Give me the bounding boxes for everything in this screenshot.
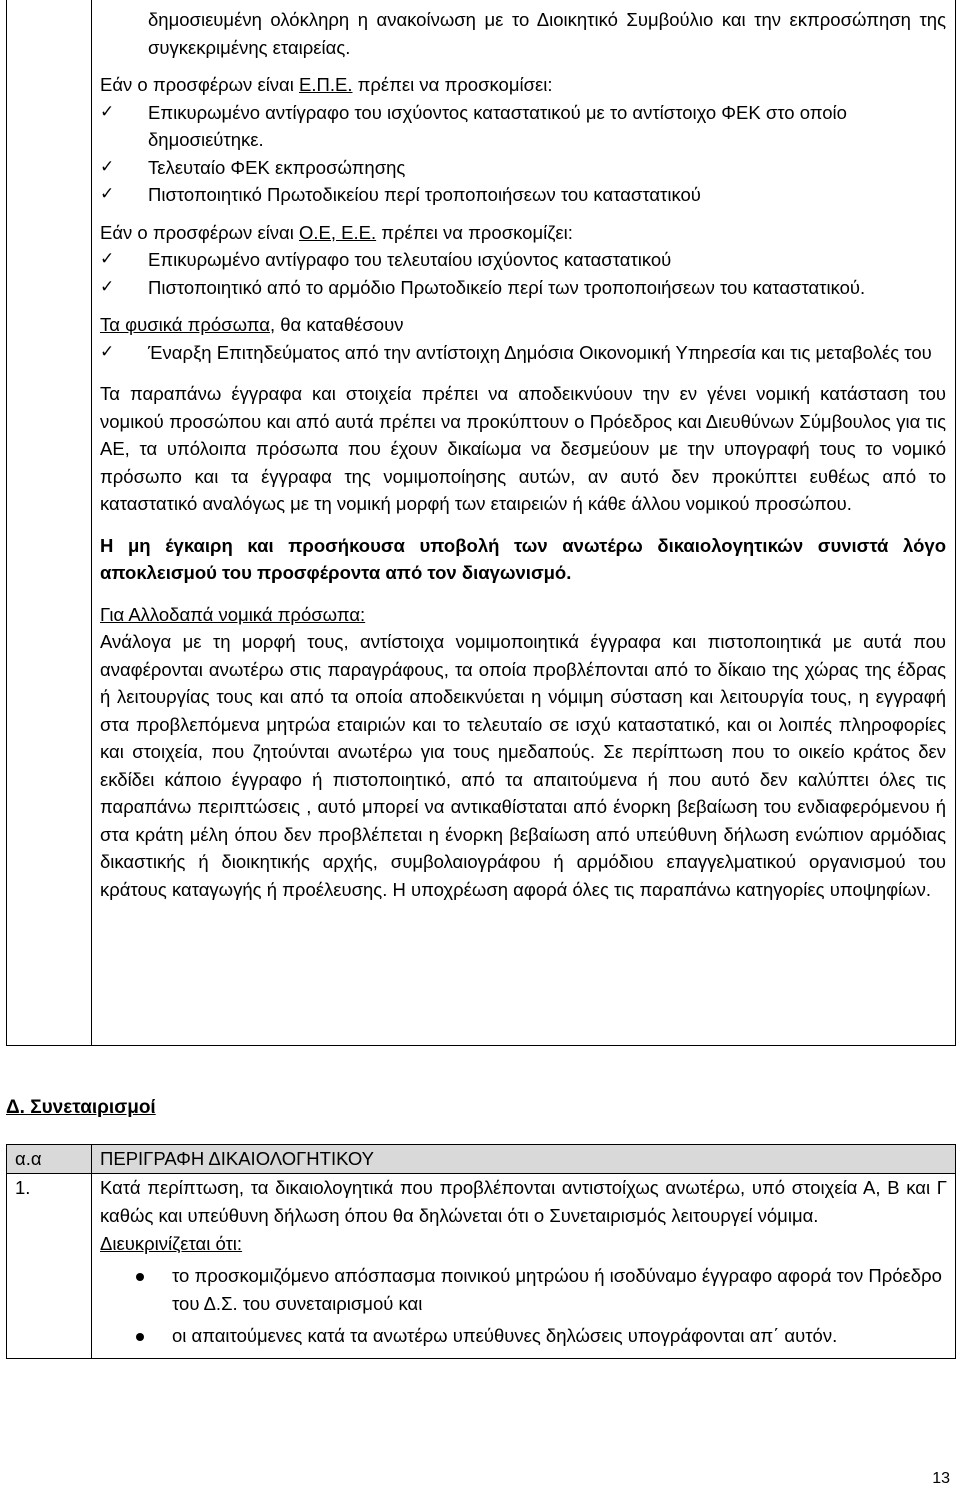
list-item: ✓ Πιστοποιητικό Πρωτοδικείου περί τροποποιήσεων του καταστατικού xyxy=(100,181,946,209)
row-description xyxy=(92,1174,956,1359)
list-item: ✓ Πιστοποιητικό από το αρμόδιο Πρωτοδικείο περί των τροποποιήσεων του καταστατικού. xyxy=(100,274,946,302)
header-col-number: α.α xyxy=(7,1145,92,1174)
natural-heading: Τα φυσικά πρόσωπα, θα καταθέσουν xyxy=(100,314,404,335)
oe-link: Ο.Ε, Ε.Ε. xyxy=(299,221,377,243)
document-body xyxy=(100,6,946,903)
check-icon: ✓ xyxy=(100,101,115,122)
check-icon: ✓ xyxy=(100,156,115,177)
list-item: οι απαιτούμενες κατά τα ανωτέρω υπεύθυνες δηλώσεις υπογράφονται απ΄ αυτόν. xyxy=(100,1322,947,1350)
header-col-description: ΠΕΡΙΓΡΑΦΗ ΔΙΚΑΙΟΛΟΓΗΤΙΚΟΥ xyxy=(92,1145,956,1174)
table-header-row xyxy=(7,1145,956,1174)
oe-heading: Εάν ο προσφέρων είναι Ο.Ε, Ε.Ε. πρέπει να προσκομίζει: xyxy=(100,221,573,243)
list-item: ✓ Έναρξη Επιτηδεύματος από την αντίστοιχη Δημόσια Οικονομική Υπηρεσία και τις μεταβολές του xyxy=(100,339,946,367)
natural-link: Τα φυσικά πρόσωπα xyxy=(100,314,270,335)
list-item: ✓ Τελευταίο ΦΕΚ εκπροσώπησης xyxy=(100,154,946,182)
column-divider xyxy=(91,0,92,1045)
legal-paragraph: Τα παραπάνω έγγραφα και στοιχεία πρέπει να αποδεικνύουν την εν γένει νομική κατάσταση του νομικού προσώπου και από αυτά πρέπει να προκύπτουν ο Πρόεδρος και Διευθύνων Σύμβουλος για τις ΑΕ, τα υπόλοιπα πρόσωπα που έχουν δικαίωμα να δεσμεύουν με την υπογραφή τους το νομικό πρόσωπο και τα έγγραφα της νομιμοποίησης αυτών, αν αυτό δεν προκύπτει ευθέως από το καταστατικό αναλόγως με τη νομική μορφή των εταιρειών ή κάθε άλλου νομικού προσώπου. xyxy=(100,383,946,514)
foreign-paragraph: Ανάλογα με τη μορφή τους, αντίστοιχα νομιμοποιητικά έγγραφα και πιστοποιητικά με αυτά που αναφέρονται ανωτέρω στις παραγράφους, τα οποία προβλέπονται από το δίκαιο της χώρας της έδρας ή λειτουργίας τους και από τα οποία αποδεικνύεται η νόμιμη σύσταση και λειτουργία τους, η εγγραφή στα προβλεπόμενα μητρώα εταιριών και το τελευταίο σε ισχύ καταστατικό, και οι λοιπές πληροφορίες και στοιχεία, που ζητούνται ανωτέρω για τους ημεδαπούς. Σε περίπτωση που το οικείο κράτος δεν εκδίδει κάποιο έγγραφο ή πιστοποιητικό, από τα απαιτούμενα ή που αυτό δεν καλύπτει όλες τις παραπάνω περιπτώσεις , αυτό μπορεί να αντικαθίσταται από ένορκη βεβαίωση του ενδιαφερόμενου ή στα κράτη μέλη όπου δεν προβλέπεται η ένορκη βεβαίωση από υπεύθυνη δήλωση ενώπιον αρμόδιας δικαστικής ή διοικητικής αρχής, συμβολαιογράφου ή αρμόδιου επαγγελματικού οργανισμού του κράτους καταγωγής ή προέλευσης. Η υποχρέωση αφορά όλες τις παραπάνω κατηγορίες υποψηφίων. xyxy=(100,631,946,900)
requirements-table xyxy=(6,1144,956,1359)
row-clarify: Διευκρινίζεται ότι: xyxy=(100,1233,243,1254)
table-row xyxy=(7,1174,956,1359)
list-item: ✓ Επικυρωμένο αντίγραφο του ισχύοντος καταστατικού με το αντίστοιχο ΦΕΚ στο οποίο δημοσιεύτηκε. xyxy=(100,99,946,154)
bullet-icon xyxy=(136,1333,144,1341)
check-icon: ✓ xyxy=(100,276,115,297)
list-item: ✓ Επικυρωμένο αντίγραφο του τελευταίου ισχύοντος καταστατικού xyxy=(100,246,946,274)
bullet-icon xyxy=(136,1273,144,1281)
section-title: Δ. Συνεταιρισμοί xyxy=(6,1097,156,1118)
epe-heading: Εάν ο προσφέρων είναι Ε.Π.Ε. πρέπει να προσκομίσει: xyxy=(100,74,553,95)
check-icon: ✓ xyxy=(100,341,115,362)
check-icon: ✓ xyxy=(100,184,115,204)
row-text: Κατά περίπτωση, τα δικαιολογητικά που προβλέπονται αντιστοίχως ανωτέρω, υπό στοιχεία Α, Β και Γ καθώς και υπεύθυνη δήλωση όπου θα δηλώνεται ότι ο Συνεταιρισμός λειτουργεί νόμιμα. xyxy=(100,1177,947,1226)
page-number: 13 xyxy=(932,1470,950,1487)
epe-link: Ε.Π.Ε. xyxy=(299,74,353,95)
row-number: 1. xyxy=(7,1174,92,1359)
intro-paragraph: δημοσιευμένη ολόκληρη η ανακοίνωση με το Διοικητικό Συμβούλιο και την εκπροσώπηση της συγκεκριμένης εταιρείας. xyxy=(148,9,946,58)
list-item: το προσκομιζόμενο απόσπασμα ποινικού μητρώου ή ισοδύναμο έγγραφο αφορά τον Πρόεδρο του Δ.Σ. του συνεταιρισμού και xyxy=(100,1262,947,1318)
foreign-heading: Για Αλλοδαπά νομικά πρόσωπα: xyxy=(100,603,366,625)
warning-paragraph: Η μη έγκαιρη και προσήκουσα υποβολή των ανωτέρω δικαιολογητικών συνιστά λόγο αποκλεισμού του προσφέροντα από τον διαγωνισμό. xyxy=(100,534,946,583)
check-icon: ✓ xyxy=(100,249,115,269)
